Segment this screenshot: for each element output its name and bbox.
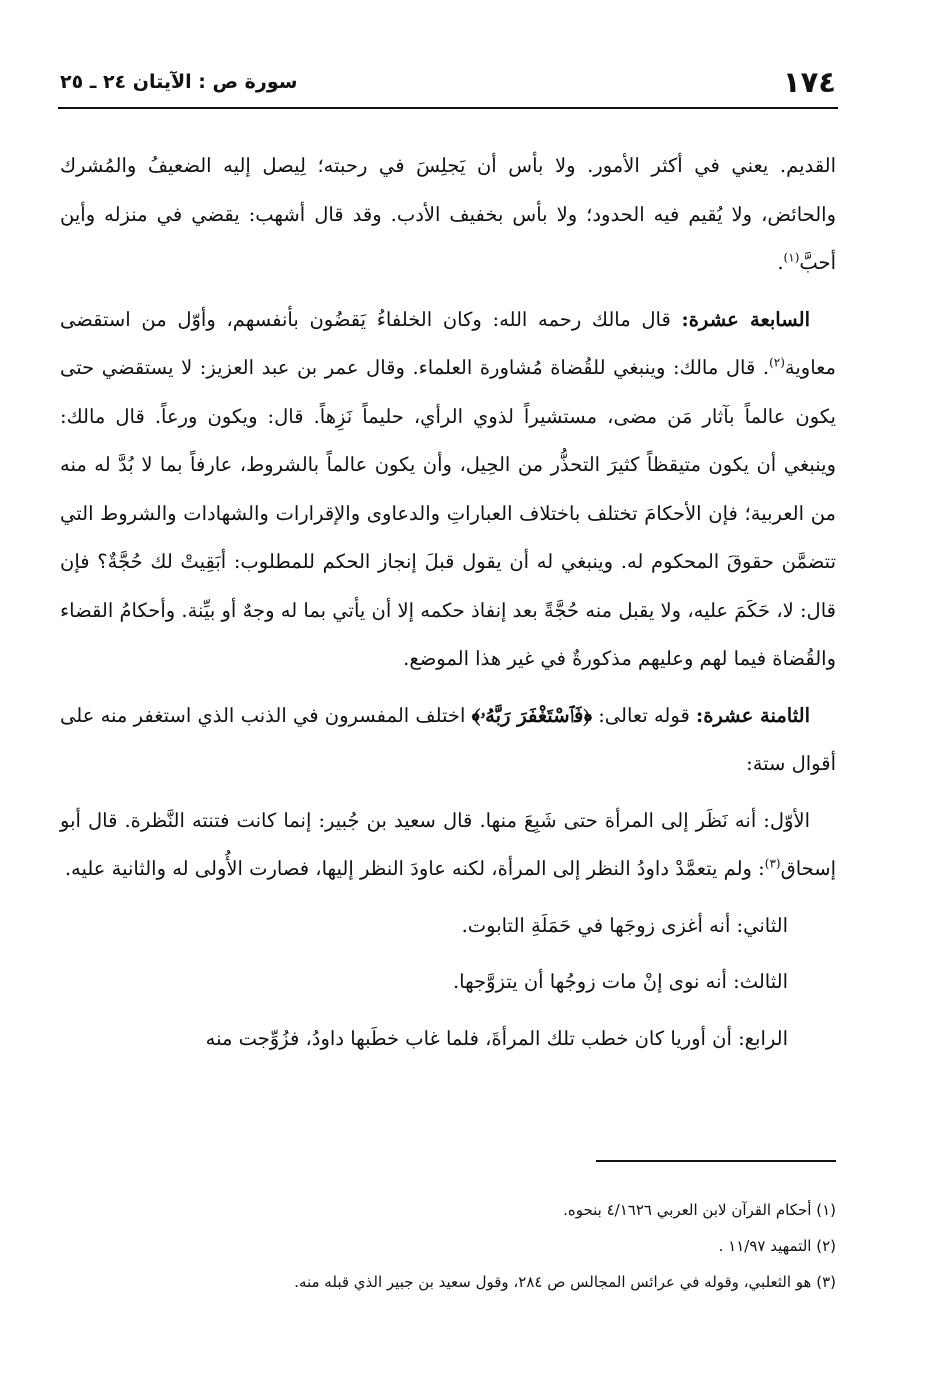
header-divider: [58, 107, 838, 109]
running-title: سورة ص : الآيتان ٢٤ ـ ٢٥: [60, 71, 298, 93]
section-term-seventeenth: السابعة عشرة:: [681, 307, 810, 331]
paragraph-seventeenth: السابعة عشرة: قال مالك رحمه الله: وكان الخلفاءُ يَقضُون بأنفسهم، وأوّل من استقضى معاوية$^{(٢)}$. قال مالك: وينبغي للقُضاة مُشاورة العلماء. وقال عمر بن عبد العزيز: لا يستقضي حتى يكون عالماً بآثار مَن مضى، مستشيراً لذوي الرأي، حليماً نَزِهاً. قال: ويكون ورعاً. قال مالك: وينبغي أن يكون متيقظاً كثيرَ التحذُّر من الحِيل، وأن يكون عالماً بالشروط، عارفاً بما لا بُدَّ له منه من العربية؛ فإن الأحكامَ تختلف باختلاف العباراتِ والدعاوى والإقرارات والشهادات والشروط التي تتضمَّن حقوقَ المحكوم له. وينبغي له أن يقول قبلَ إنجاز الحكم للمطلوب: أبَقِيتْ لك حُجَّةٌ؟ فإن قال: لا، حَكَمَ عليه، ولا يقبل منه حُجَّةً بعد إنفاذ حكمه إلا أن يأتي بما له وجهٌ أو بيِّنة. وأحكامُ القضاء والقُضاة فيما لهم وعليهم مذكورةٌ في غير هذا الموضع.: [60, 307, 836, 670]
footnote-ref-2: (٢): [769, 355, 785, 370]
main-text: [60, 142, 836, 1071]
footnote-2: (٢) التمهيد ١١/٩٧ .: [718, 1237, 836, 1255]
quran-verse: ﴿فَٱسْتَغْفَرَ رَبَّهُۥ﴾: [471, 703, 592, 727]
page-header: [60, 62, 836, 102]
paragraph-continuation: القديم. يعني في أكثر الأمور. ولا بأس أن يَجلِسَ في رحبته؛ لِيصل إليه الضعيفُ والمُشرك والحائض، ولا يُقيم فيه الحدود؛ ولا بأس بخفيف الأدب. وقد قال أشهب: يقضي في منزله وأين أحبَّ$^{(١)}$.: [60, 154, 836, 274]
footnote-ref-3: (٣): [764, 856, 781, 871]
paragraph-eighteenth: الثامنة عشرة: قوله تعالى: ﴿فَٱسْتَغْفَرَ رَبَّهُۥ﴾ اختلف المفسرون في الذنب الذي استغفر منه على أقوال ستة:: [60, 703, 836, 775]
footnote-ref-1: (١): [783, 250, 800, 265]
footnotes: [60, 1192, 836, 1300]
opinion-fourth: الرابع: أن أوريا كان خطب تلك المرأةَ، فلما غاب خطَبها داودُ، فزُوِّجت منه: [205, 1026, 788, 1050]
opinion-first: الأوّل: أنه نَظَر إلى المرأة حتى شَبِعَ منها. قال سعيد بن جُبير: إنما كانت فتنته النَّظرة. قال أبو إسحاق$^{(٣)}$: ولم يتعمَّدْ داودُ النظر إلى المرأة، لكنه عاودَ النظر إليها، فصارت الأُولى له والثانية عليه.: [60, 808, 836, 880]
page-number: ١٧٤: [782, 65, 836, 99]
footnote-divider: [596, 1160, 836, 1162]
footnote-1: (١) أحكام القرآن لابن العربي ٤/١٦٢٦ بنحوه.: [563, 1201, 836, 1219]
section-term-eighteenth: الثامنة عشرة:: [696, 703, 810, 727]
footnote-3: (٣) هو الثعلبي، وقوله في عرائس المجالس ص ٢٨٤، وقول سعيد بن جبير الذي قبله منه.: [294, 1273, 836, 1291]
opinion-third: الثالث: أنه نوى إنْ مات زوجُها أن يتزوَّجها.: [452, 970, 788, 993]
opinion-second: الثاني: أنه أغزى زوجَها في حَمَلَةِ التابوت.: [461, 913, 788, 937]
